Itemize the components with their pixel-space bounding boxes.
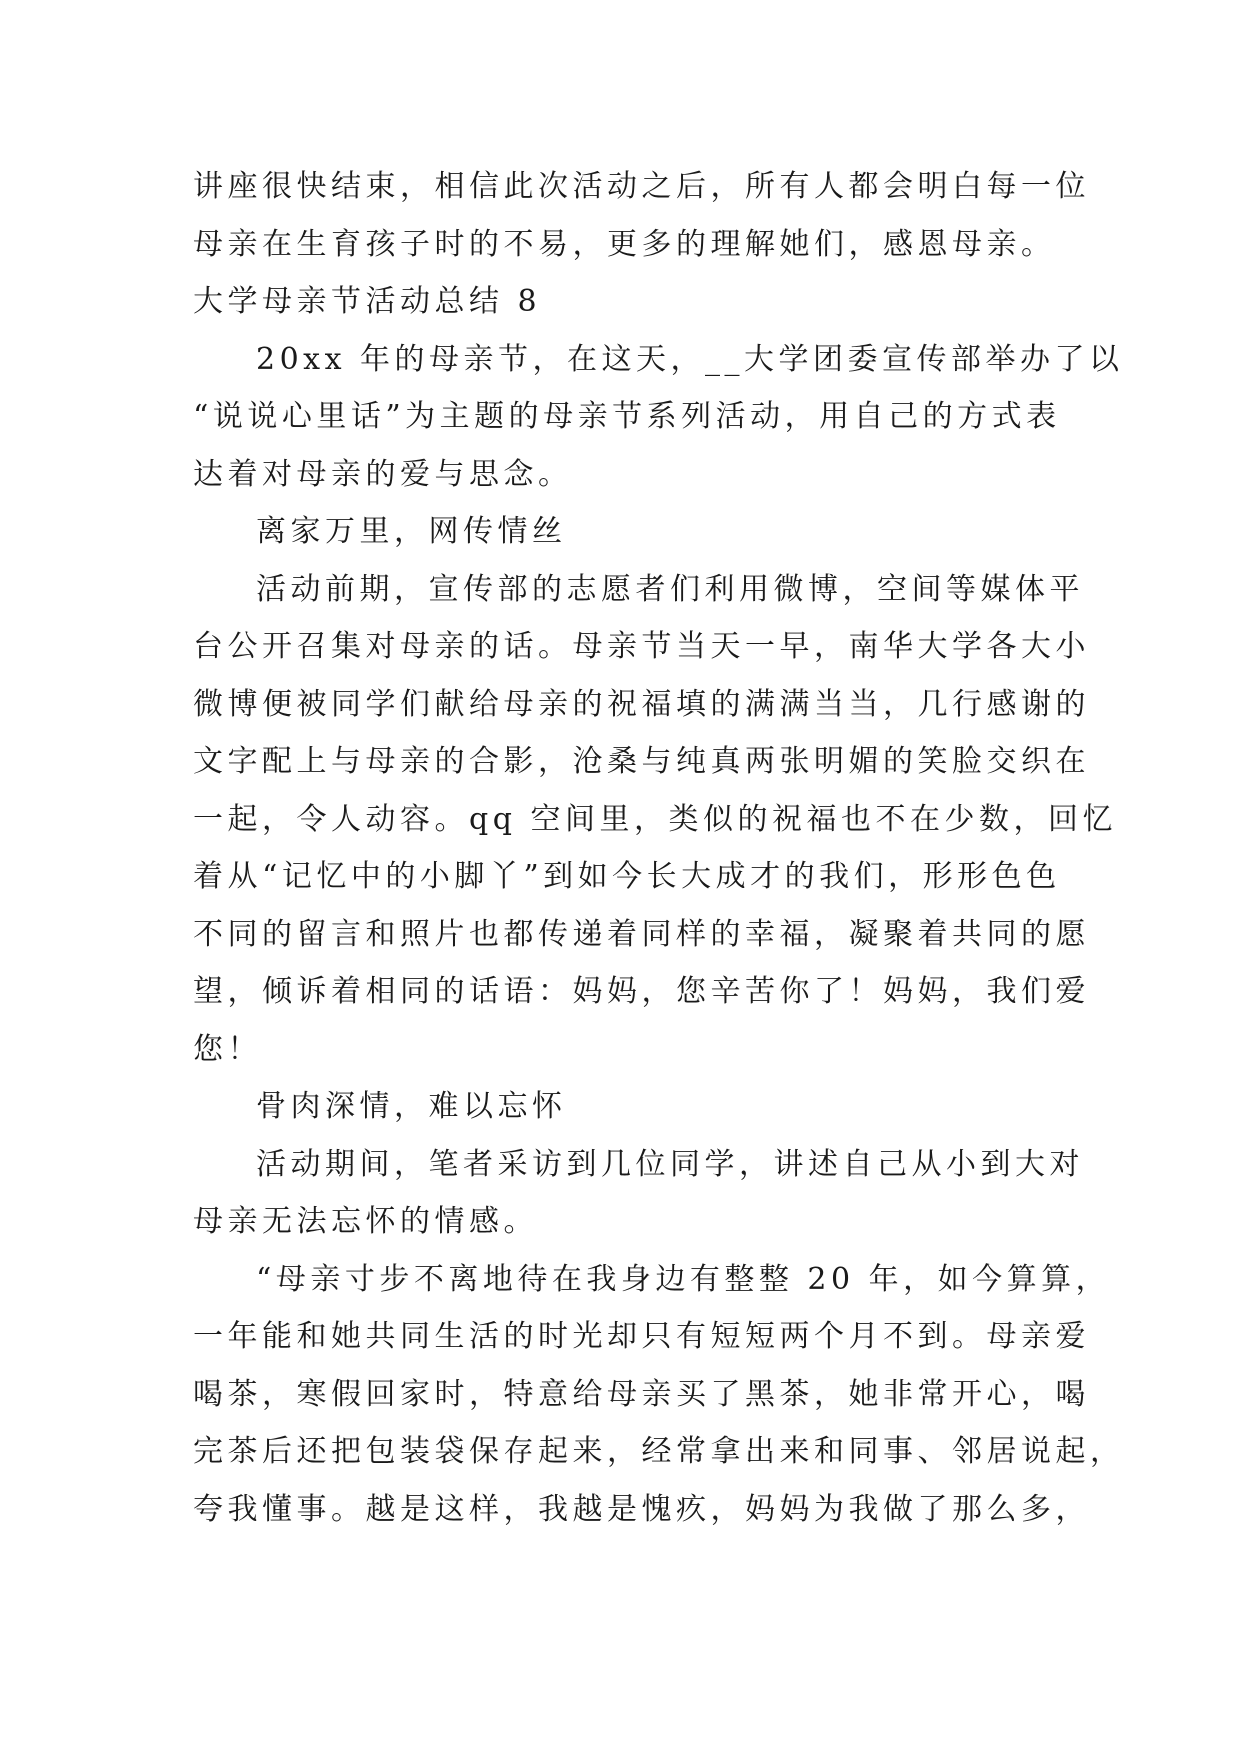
section-heading: 大学母亲节活动总结 8: [193, 284, 542, 319]
text-line: 着从“记忆中的小脚丫”到如今长大成才的我们，形形色色: [193, 859, 1061, 894]
text-line: 文字配上与母亲的合影，沧桑与纯真两张明媚的笑脸交织在: [193, 744, 1090, 779]
text-line: 活动前期，宣传部的志愿者们利用微博，空间等媒体平: [256, 571, 1084, 607]
subheading: 骨肉深情，难以忘怀: [256, 1089, 567, 1124]
text-line: 母亲无法忘怀的情感。: [193, 1204, 538, 1239]
text-line: 台公开召集对母亲的话。母亲节当天一早，南华大学各大小: [193, 629, 1090, 664]
text-line: “说说心里话”为主题的母亲节系列活动，用自己的方式表: [193, 399, 1061, 434]
text-line: 夸我懂事。越是这样，我越是愧疚，妈妈为我做了那么多，: [193, 1491, 1090, 1527]
text-line: 完茶后还把包装袋保存起来，经常拿出来和同事、邻居说起，: [193, 1434, 1125, 1469]
text-line: 您！: [193, 1031, 262, 1067]
subheading: 离家万里，网传情丝: [256, 514, 567, 549]
text-line: 母亲在生育孩子时的不易，更多的理解她们，感恩母亲。: [193, 226, 1056, 262]
text-line: 望，倾诉着相同的话语：妈妈，您辛苦你了！妈妈，我们爱: [193, 974, 1090, 1009]
text-line: 一年能和她共同生活的时光却只有短短两个月不到。母亲爱: [193, 1319, 1090, 1354]
text-line: 不同的留言和照片也都传递着同样的幸福，凝聚着共同的愿: [193, 916, 1090, 952]
text-line: 达着对母亲的爱与思念。: [193, 456, 573, 492]
text-line: 微博便被同学们献给母亲的祝福填的满满当当，几行感谢的: [193, 686, 1090, 722]
text-line: “母亲寸步不离地待在我身边有整整 20 年，如今算算，: [256, 1261, 1111, 1297]
text-line: 20xx 年的母亲节，在这天，__大学团委宣传部举办了以: [256, 341, 1124, 377]
document-body: [193, 158, 1125, 1538]
text-line: 讲座很快结束，相信此次活动之后，所有人都会明白每一位: [193, 169, 1090, 204]
text-line: 活动期间，笔者采访到几位同学，讲述自己从小到大对: [256, 1146, 1084, 1182]
text-line: 一起，令人动容。qq 空间里，类似的祝福也不在少数，回忆: [193, 801, 1117, 837]
text-line: 喝茶，寒假回家时，特意给母亲买了黑茶，她非常开心，喝: [193, 1376, 1090, 1412]
